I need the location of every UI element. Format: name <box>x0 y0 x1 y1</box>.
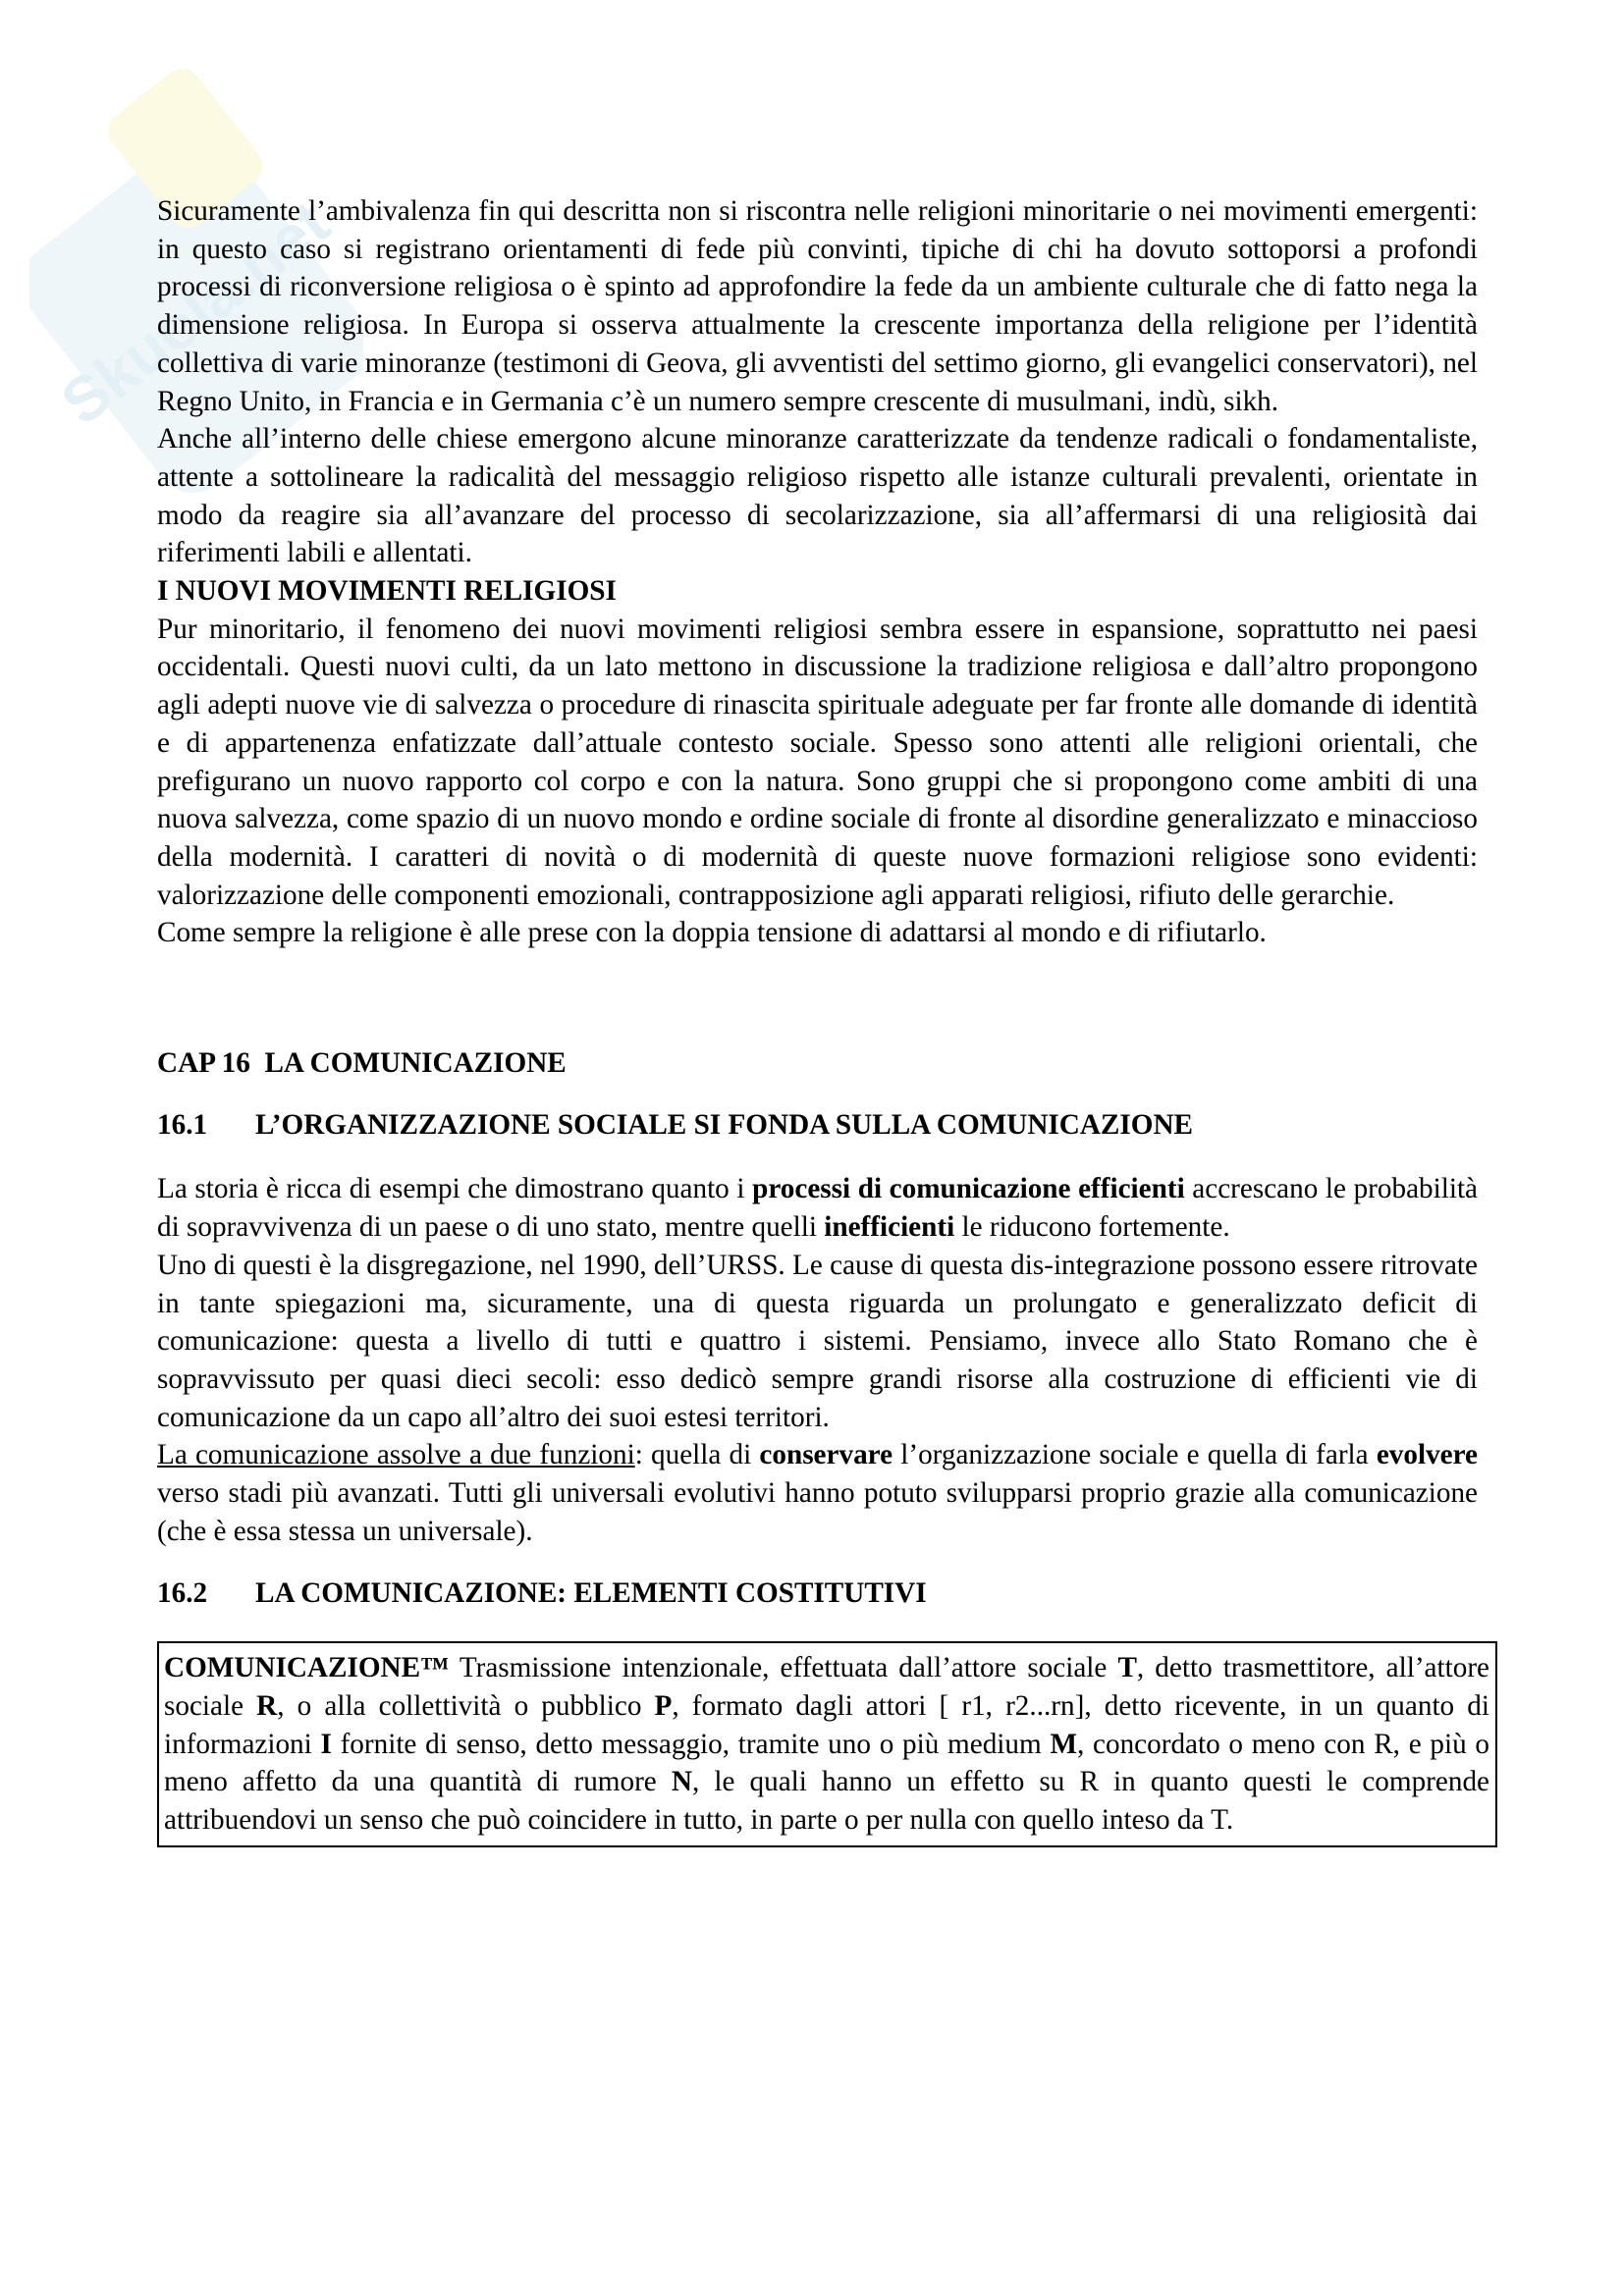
symbol-i: I <box>320 1728 332 1760</box>
text-run: l’organizzazione sociale e quella di farla <box>893 1439 1377 1471</box>
section-title: L’ORGANIZZAZIONE SOCIALE SI FONDA SULLA COMUNICAZIONE <box>255 1108 1194 1141</box>
text-run: La storia è ricca di esempi che dimostrano quanto i <box>157 1173 753 1205</box>
symbol-n: N <box>671 1766 692 1798</box>
underlined-text: La comunicazione assolve a due funzioni <box>157 1439 635 1471</box>
watermark-text: Skuola.net <box>48 187 343 439</box>
symbol-t: T <box>1117 1652 1137 1684</box>
section-number: 16.2 <box>157 1576 208 1609</box>
section-16-1-paragraph-1 <box>157 1170 1478 1246</box>
text-run: accrescano le probabilità di sopravvivenza di un paese o di uno stato, mentre quelli <box>157 1173 1479 1244</box>
bold-text: inefficienti <box>824 1211 955 1244</box>
section-16-1-paragraph-3 <box>157 1436 1478 1550</box>
movements-paragraph-1: Pur minoritario, il fenomeno dei nuovi movimenti religiosi sembra essere in espansione, soprattutto nei paesi occidentali. Questi nuovi culti, da un lato mettono in discussione la tradizione religiosa e dall’altro propongono agli adepti nuove vie di salvezza o procedure di rinascita spirituale adeguate per far fronte alle domande di identità e di appartenenza enfatizzate dall’attuale contesto sociale. Spesso sono attenti alle religioni orientali, che prefigurano un nuovo rapporto col corpo e con la natura. Sono gruppi che si propongono come ambiti di una nuova salvezza, come spazio di un nuovo mondo e ordine sociale di fronte al disordine generalizzato e minaccioso della modernità. I caratteri di novità o di modernità di queste nuove formazioni religiose sono evidenti: valorizzazione delle componenti emozionali, contrapposizione agli apparati religiosi, rifiuto delle gerarchie. <box>157 613 1478 911</box>
movements-paragraph-2: Come sempre la religione è alle prese con la doppia tensione di adattarsi al mondo e di rifiutarlo. <box>157 917 1267 949</box>
symbol-r: R <box>256 1689 278 1722</box>
text-run: , le quali hanno un effetto su R in quanto questi le comprende attribuendovi un senso che può coincidere in tutto, in parte o per nulla con quello inteso da T. <box>164 1766 1489 1837</box>
movements-heading: I NUOVI MOVIMENTI RELIGIOSI <box>157 575 617 608</box>
section-title: LA COMUNICAZIONE: ELEMENTI COSTITUTIVI <box>255 1576 927 1609</box>
section-16-2-heading <box>157 1575 1478 1613</box>
text-run: verso stadi più avanzati. Tutti gli universali evolutivi hanno potuto svilupparsi proprio grazie alla comunicazione (che è essa stessa un universale). <box>157 1477 1478 1547</box>
definition-box <box>157 1641 1497 1847</box>
bold-text: conservare <box>759 1439 893 1471</box>
text-run: : quella di <box>634 1439 760 1471</box>
section-16-1-heading <box>157 1106 1478 1145</box>
document-page <box>157 192 1490 1847</box>
text-run: , formato dagli attori [ r1, r2...rn], detto ricevente, in un quanto di informazioni <box>164 1689 1489 1760</box>
text-run: , concordato o meno con R, e più o meno affetto da una quantità di rumore <box>164 1728 1490 1798</box>
bold-text: evolvere <box>1376 1439 1478 1471</box>
definition-text <box>164 1649 1489 1840</box>
text-run: , detto trasmettitore, all’attore sociale <box>164 1652 1489 1722</box>
text-run: Trasmissione intenzionale, effettuata dall’attore sociale <box>449 1652 1118 1684</box>
text-run: , o alla collettività o pubblico <box>277 1689 655 1722</box>
chapter-title <box>157 1044 1478 1083</box>
section-16-1-paragraph-2: Uno di questi è la disgregazione, nel 1990, dell’URSS. Le cause di questa dis-integrazione possono essere ritrovate in tante spiegazioni ma, sicuramente, una di questa riguarda un prolungato e generalizzato deficit di comunicazione: questa a livello di tutti e quattro i sistemi. Pensiamo, invece allo Stato Romano che è sopravvissuto per quasi dieci secoli: esso dedicò sempre grandi risorse alla costruzione di efficienti vie di comunicazione da un capo all’altro dei suoi estesi territori. <box>157 1249 1478 1433</box>
bold-text: processi di comunicazione efficienti <box>752 1173 1185 1205</box>
symbol-p: P <box>654 1689 673 1722</box>
definition-term: COMUNICAZIONE™ <box>164 1652 450 1684</box>
text-run: le riducono fortemente. <box>954 1211 1230 1244</box>
text-run: fornite di senso, detto messaggio, tramite uno o più medium <box>331 1728 1051 1760</box>
intro-paragraph-2: Anche all’interno delle chiese emergono alcune minoranze caratterizzate da tendenze radicali o fondamentaliste, attente a sottolineare la radicalità del messaggio religioso rispetto alle istanze culturali prevalenti, orientate in modo da reagire sia all’avanzare del processo di secolarizzazione, sia all’affermarsi di una religiosità dai riferimenti labili e allentati. <box>157 423 1478 569</box>
intro-paragraph-1: Sicuramente l’ambivalenza fin qui descritta non si riscontra nelle religioni minoritarie o nei movimenti emergenti: in questo caso si registrano orientamenti di fede più convinti, tipiche di chi ha dovuto sottoporsi a profondi processi di riconversione religiosa o è spinto ad approfondire la fede da un ambiente culturale che di fatto nega la dimensione religiosa. In Europa si osserva attualmente la crescente importanza della religione per l’identità collettiva di varie minoranze (testimoni di Geova, gli avventisti del settimo giorno, gli evangelici conservatori), nel Regno Unito, in Francia e in Germania c’è un numero sempre crescente di musulmani, indù, sikh. <box>157 195 1478 417</box>
symbol-m: M <box>1050 1728 1077 1760</box>
section-number: 16.1 <box>157 1108 208 1141</box>
chapter-title-text: CAP 16 LA COMUNICAZIONE <box>157 1047 567 1080</box>
